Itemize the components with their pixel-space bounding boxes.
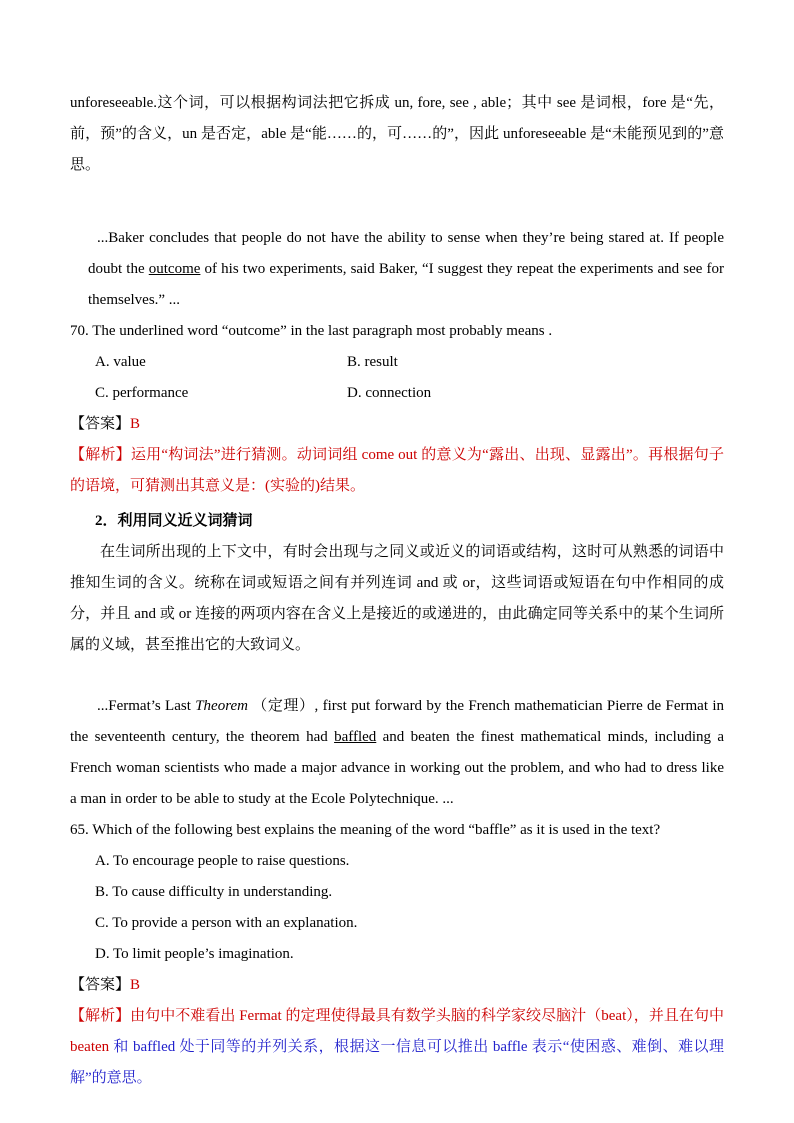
underlined-word-outcome: outcome [148,261,201,277]
option-row [70,347,724,378]
analysis-70-paragraph: 【解析】运用“构词法”进行猜测。动词词组 come out 的意义为“露出、出现、显露出”。再根据句子的语境，可猜测出其意义是：(实验的)结果。 [70,447,724,494]
passage-text: and beaten the finest mathematical minds, including a French woman scientists who made a major advance in working out the problem, and who had to dress like a man in order to be able to study at the Ecole Polytechnique. ... [70,729,725,807]
question-65-stem: 65. Which of the following best explains the meaning of the word “baffle” as it is used in the text? [70,822,661,838]
option-70-c: C. performance [95,385,189,401]
reading-passage-baker [88,223,724,316]
answer-value: B [130,416,141,432]
passage-text: （定理）, first put forward by the French mathematician Pierre de Fermat in the seventeenth century, the theorem had [70,698,724,745]
question-65-options [70,846,724,970]
option-65-d: D. To limit people’s imagination. [95,946,294,962]
passage-text: ...Baker concludes that people do not have the ability to sense when they’re being stared at. If people doubt the [88,230,724,277]
option-70-b: B. result [347,354,398,370]
underlined-word-baffled: baffled [334,729,377,745]
option-65-b: B. To cause difficulty in understanding. [95,884,333,900]
analysis-text-red: 【解析】由句中不难看出 Fermat 的定理使得最具有数学头脑的科学家绞尽脑汁（beat），并且在句中 beaten [70,1008,724,1055]
passage-text: ...Fermat’s Last [97,698,196,714]
question-70-options [70,347,724,409]
intro-paragraph: unforeseeable.这个词，可以根据构词法把它拆成 un, fore, see , able；其中 see 是词根，fore 是“先，前，预”的含义，un 是否定，able 是“能……的，可……的”，因此 unforeseeable 是“未能预见到的”意思。 [70,95,724,173]
analysis-text-blue: 和 baffled 处于同等的并列关系，根据这一信息可以推出 baffle 表示“使困惑、难倒、难以理解”的意思。 [70,1039,724,1086]
answer-70-line [70,409,724,440]
answer-65-line [70,970,724,1001]
question-70-stem: 70. The underlined word “outcome” in the last paragraph most probably means . [70,323,553,339]
italic-word-theorem: Theorem [195,698,248,714]
section-2-heading: 2．利用同义近义词猜词 [95,513,253,529]
passage-text: of his two experiments, said Baker, “I suggest they repeat the experiments and see for themselves.” ... [88,261,725,308]
answer-label: 【答案】 [70,416,131,432]
answer-label: 【答案】 [70,977,131,993]
option-70-d: D. connection [347,385,432,401]
option-row [70,378,724,409]
option-65-a: A. To encourage people to raise questions. [95,853,350,869]
analysis-65-paragraph [70,1001,724,1094]
reading-passage-fermat [70,691,724,815]
option-70-a: A. value [95,354,146,370]
section-2-body: 在生词所出现的上下文中，有时会出现与之同义或近义的词语或结构，这时可从熟悉的词语中推知生词的含义。统称在词或短语之间有并列连词 and 或 or，这些词语或短语在句中作相同的成分，并且 and 或 or 连接的两项内容在含义上是接近的或递进的，由此确定同等关系中的某个生词所属的义域，甚至推出它的大致词义。 [70,544,724,653]
option-65-c: C. To provide a person with an explanation. [95,915,358,931]
answer-value: B [130,977,141,993]
